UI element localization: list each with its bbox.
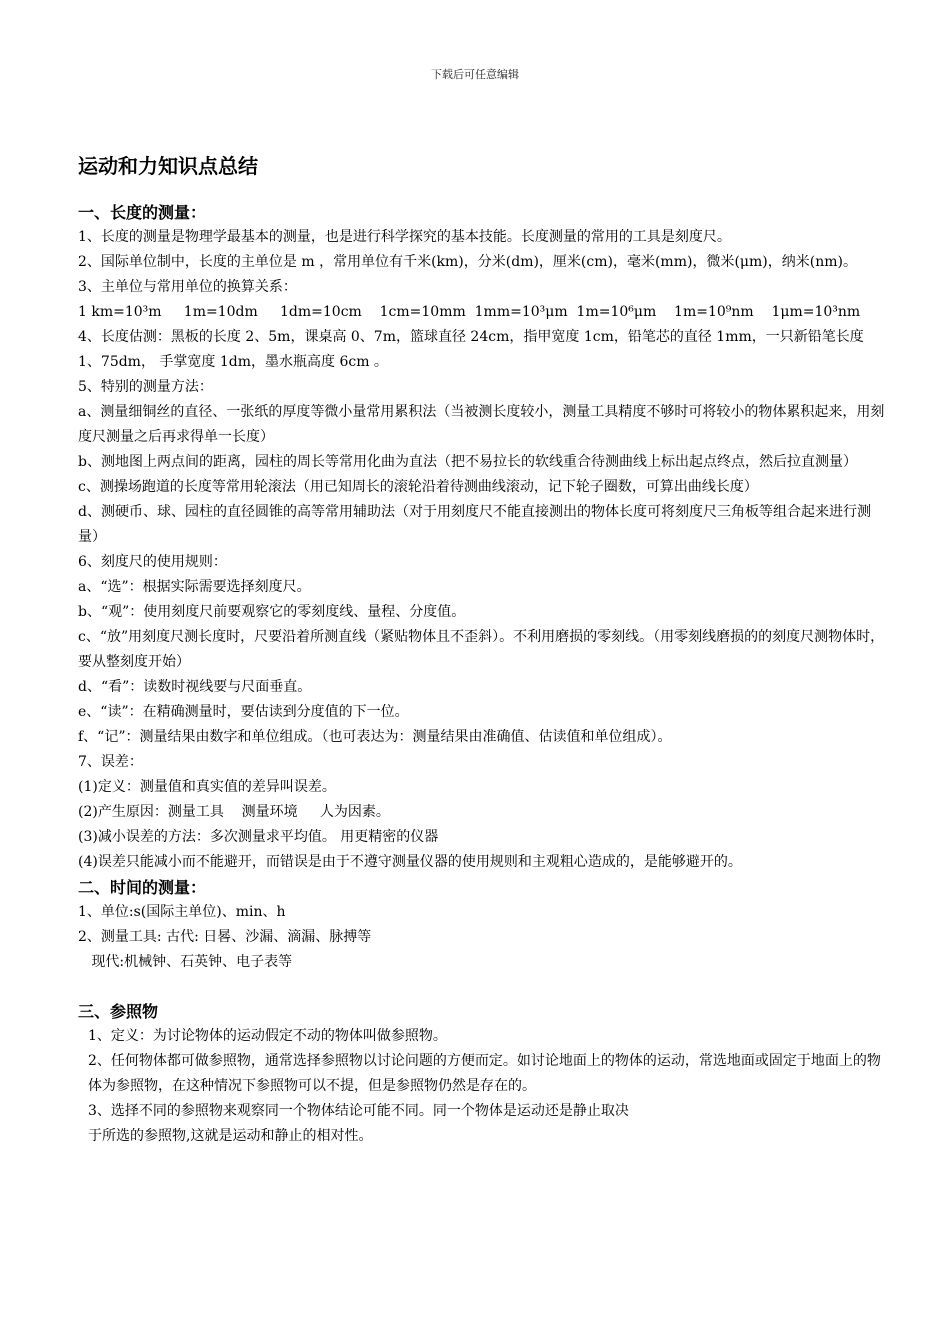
paragraph: 1、定义：为讨论物体的运动假定不动的物体叫做参照物。 [88,1028,447,1044]
paragraph: (2)产生原因：测量工具 测量环境 人为因素。 [78,804,390,820]
paragraph: d、“看”：读数时视线要与尺面垂直。 [78,679,312,695]
paragraph: 6、刻度尺的使用规则： [78,554,227,570]
paragraph: 3、主单位与常用单位的换算关系： [78,279,297,295]
paragraph: 于所选的参照物,这就是运动和静止的相对性。 [88,1128,373,1144]
document-title: 运动和力知识点总结 [78,154,258,178]
paragraph: 4、长度估测：黑板的长度 2、5m，课桌高 0、7m，篮球直径 24cm，指甲宽度 1cm，铅笔芯的直径 1mm，一只新铅笔长度 1、75dm， 手掌宽度 1dm，墨水瓶高度 6cm 。 [78,329,869,370]
paragraph: 1 km=10³m 1m=10dm 1dm=10cm 1cm=10mm 1mm=10³μm 1m=10⁶μm 1m=10⁹nm 1μm=10³nm [78,304,861,320]
document-body [78,200,890,1149]
page-header: 下载后可任意编辑 [431,68,519,81]
paragraph: 1、长度的测量是物理学最基本的测量，也是进行科学探究的基本技能。长度测量的常用的工具是刻度尺。 [78,229,731,245]
paragraph: 2、国际单位制中，长度的主单位是 m ，常用单位有千米(km)，分米(dm)，厘米(cm)，毫米(mm)，微米(μm)，纳米(nm)。 [78,254,857,270]
paragraph: a、“选”：根据实际需要选择刻度尺。 [78,579,311,595]
paragraph: 1、单位:s(国际主单位)、min、h [78,904,286,920]
spacer [78,975,890,999]
paragraph: 3、选择不同的参照物来观察同一个物体结论可能不同。同一个物体是运动还是静止取决 [88,1103,629,1119]
paragraph: 7、误差： [78,754,143,770]
paragraph: 2、任何物体都可做参照物，通常选择参照物以讨论问题的方便而定。如讨论地面上的物体的运动，常选地面或固定于地面上的物体为参照物，在这种情况下参照物可以不提，但是参照物仍然是存在的。 [88,1053,881,1094]
paragraph: 2、测量工具: 古代: 日晷、沙漏、滴漏、脉搏等 [78,929,372,945]
paragraph: 5、特别的测量方法： [78,379,213,395]
paragraph: b、“观”：使用刻度尺前要观察它的零刻度线、量程、分度值。 [78,604,466,620]
paragraph: e、“读”：在精确测量时，要估读到分度值的下一位。 [78,704,409,720]
paragraph: (3)减小误差的方法：多次测量求平均值。 用更精密的仪器 [78,829,439,845]
section-heading: 二、时间的测量： [78,878,207,897]
paragraph: c、“放”用刻度尺测长度时，尺要沿着所测直线（紧贴物体且不歪斜）。不利用磨损的零刻线。（用零刻线磨损的的刻度尺测物体时，要从整刻度开始） [78,629,885,670]
section-heading: 一、长度的测量： [78,203,207,222]
paragraph: a、测量细铜丝的直径、一张纸的厚度等微小量常用累积法（当被测长度较小，测量工具精度不够时可将较小的物体累积起来，用刻度尺测量之后再求得单一长度） [78,404,885,445]
paragraph: 现代:机械钟、石英钟、电子表等 [78,954,293,970]
paragraph: (4)误差只能减小而不能避开，而错误是由于不遵守测量仪器的使用规则和主观粗心造成的，是能够避开的。 [78,854,742,870]
paragraph: d、测硬币、球、园柱的直径圆锥的高等常用辅助法（对于用刻度尺不能直接测出的物体长度可将刻度尺三角板等组合起来进行测量） [78,504,871,545]
paragraph: f、“记”：测量结果由数字和单位组成。（也可表达为：测量结果由准确值、估读值和单位组成）。 [78,729,672,745]
paragraph: c、测操场跑道的长度等常用轮滚法（用已知周长的滚轮沿着待测曲线滚动，记下轮子圈数，可算出曲线长度） [78,479,758,495]
section-heading: 三、参照物 [78,1002,159,1021]
paragraph: b、测地图上两点间的距离，园柱的周长等常用化曲为直法（把不易拉长的软线重合待测曲线上标出起点终点，然后拉直测量） [78,454,857,470]
paragraph: (1)定义：测量值和真实值的差异叫误差。 [78,779,336,795]
